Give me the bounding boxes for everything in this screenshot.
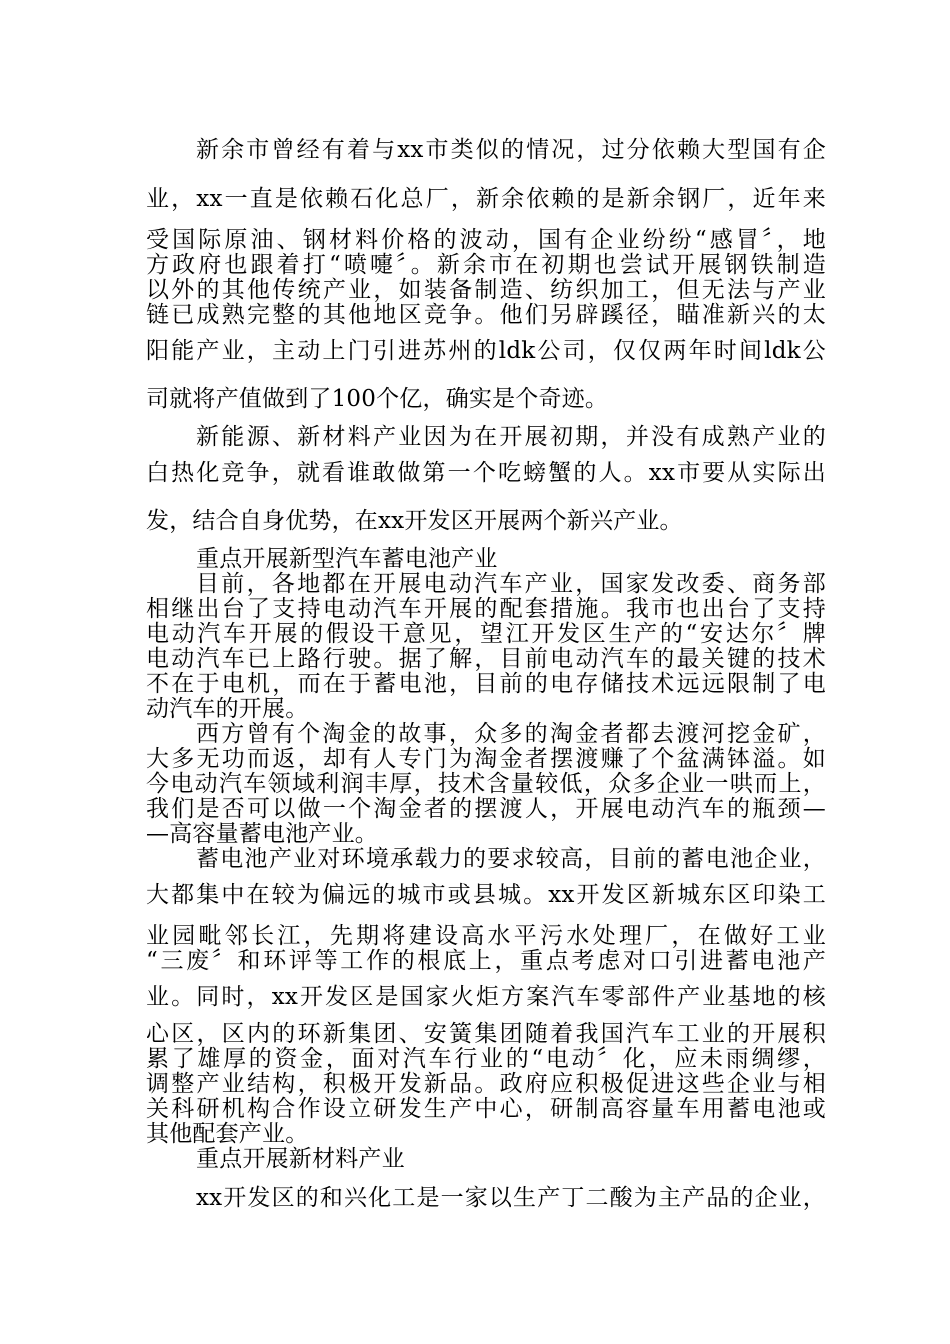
paragraph-5-line-7: 累了雄厚的资金，面对汽车行业的“电动〞化，应未雨绸缪， [146, 1046, 826, 1072]
paragraph-5-line-2: 大都集中在较为偏远的城市或县城。xx开发区新城东区印染工 [146, 882, 826, 908]
paragraph-4-line-5: —高容量蓄电池产业。 [146, 821, 378, 847]
section-heading-materials: 重点开展新材料产业 [196, 1146, 405, 1172]
section-heading-battery: 重点开展新型汽车蓄电池产业 [196, 546, 498, 572]
paragraph-5-line-6: 心区，区内的环新集团、安簧集团随着我国汽车工业的开展积 [146, 1021, 826, 1047]
paragraph-4-line-1: 西方曾有个淘金的故事，众多的淘金者都去渡河挖金矿， [196, 721, 826, 747]
paragraph-1-line-6: 链已成熟完整的其他地区竞争。他们另辟蹊径，瞄准新兴的太 [146, 302, 826, 328]
paragraph-1-line-4: 方政府也跟着打“喷嚏〞。新余市在初期也尝试开展钢铁制造 [146, 252, 826, 278]
paragraph-4-line-4: 我们是否可以做一个淘金者的摆渡人，开展电动汽车的瓶颈— [146, 796, 826, 822]
paragraph-6-line-1: xx开发区的和兴化工是一家以生产丁二酸为主产品的企业， [196, 1185, 826, 1211]
paragraph-5-line-1: 蓄电池产业对环境承载力的要求较高，目前的蓄电池企业， [196, 846, 826, 872]
paragraph-1-line-8: 司就将产值做到了100个亿，确实是个奇迹。 [146, 386, 609, 412]
paragraph-5-line-8: 调整产业结构，积极开发新品。政府应积极促进这些企业与相 [146, 1071, 826, 1097]
paragraph-5-line-5: 业。同时，xx开发区是国家火炬方案汽车零部件产业基地的核 [146, 984, 826, 1010]
paragraph-4-line-3: 今电动汽车领域利润丰厚，技术含量较低，众多企业一哄而上， [146, 771, 826, 797]
paragraph-3-line-1: 目前，各地都在开展电动汽车产业，国家发改委、商务部 [196, 571, 826, 597]
paragraph-3-line-5: 不在于电机，而在于蓄电池，目前的电存储技术远远限制了电 [146, 671, 826, 697]
paragraph-5-line-10: 其他配套产业。 [146, 1121, 309, 1147]
paragraph-3-line-4: 电动汽车已上路行驶。据了解，目前电动汽车的最关键的技术 [146, 646, 826, 672]
paragraph-5-line-3: 业园毗邻长江，先期将建设高水平污水处理厂，在做好工业 [146, 923, 826, 949]
paragraph-4-line-2: 大多无功而返，却有人专门为淘金者摆渡赚了个盆满钵溢。如 [146, 746, 826, 772]
paragraph-3-line-2: 相继出台了支持电动汽车开展的配套措施。我市也出台了支持 [146, 596, 826, 622]
paragraph-1-line-3: 受国际原油、钢材料价格的波动，国有企业纷纷“感冒〞，地 [146, 227, 826, 253]
paragraph-2-line-1: 新能源、新材料产业因为在开展初期，并没有成熟产业的 [196, 424, 826, 450]
paragraph-1-line-2: 业，xx一直是依赖石化总厂，新余依赖的是新余钢厂，近年来 [146, 186, 826, 212]
paragraph-2-line-2: 白热化竞争，就看谁敢做第一个吃螃蟹的人。xx市要从实际出 [146, 460, 826, 486]
paragraph-1-line-1: 新余市曾经有着与xx市类似的情况，过分依赖大型国有企 [196, 137, 826, 163]
paragraph-5-line-4: “三废〞和环评等工作的根底上，重点考虑对口引进蓄电池产 [146, 948, 826, 974]
paragraph-3-line-3: 电动汽车开展的假设干意见，望江开发区生产的“安达尔〞牌 [146, 621, 826, 647]
paragraph-3-line-6: 动汽车的开展。 [146, 696, 309, 722]
paragraph-2-line-3: 发，结合自身优势，在xx开发区开展两个新兴产业。 [146, 508, 683, 534]
paragraph-1-line-5: 以外的其他传统产业，如装备制造、纺织加工，但无法与产业 [146, 277, 826, 303]
paragraph-5-line-9: 关科研机构合作设立研发生产中心，研制高容量车用蓄电池或 [146, 1096, 826, 1122]
paragraph-1-line-7: 阳能产业，主动上门引进苏州的ldk公司，仅仅两年时间ldk公 [146, 338, 826, 364]
